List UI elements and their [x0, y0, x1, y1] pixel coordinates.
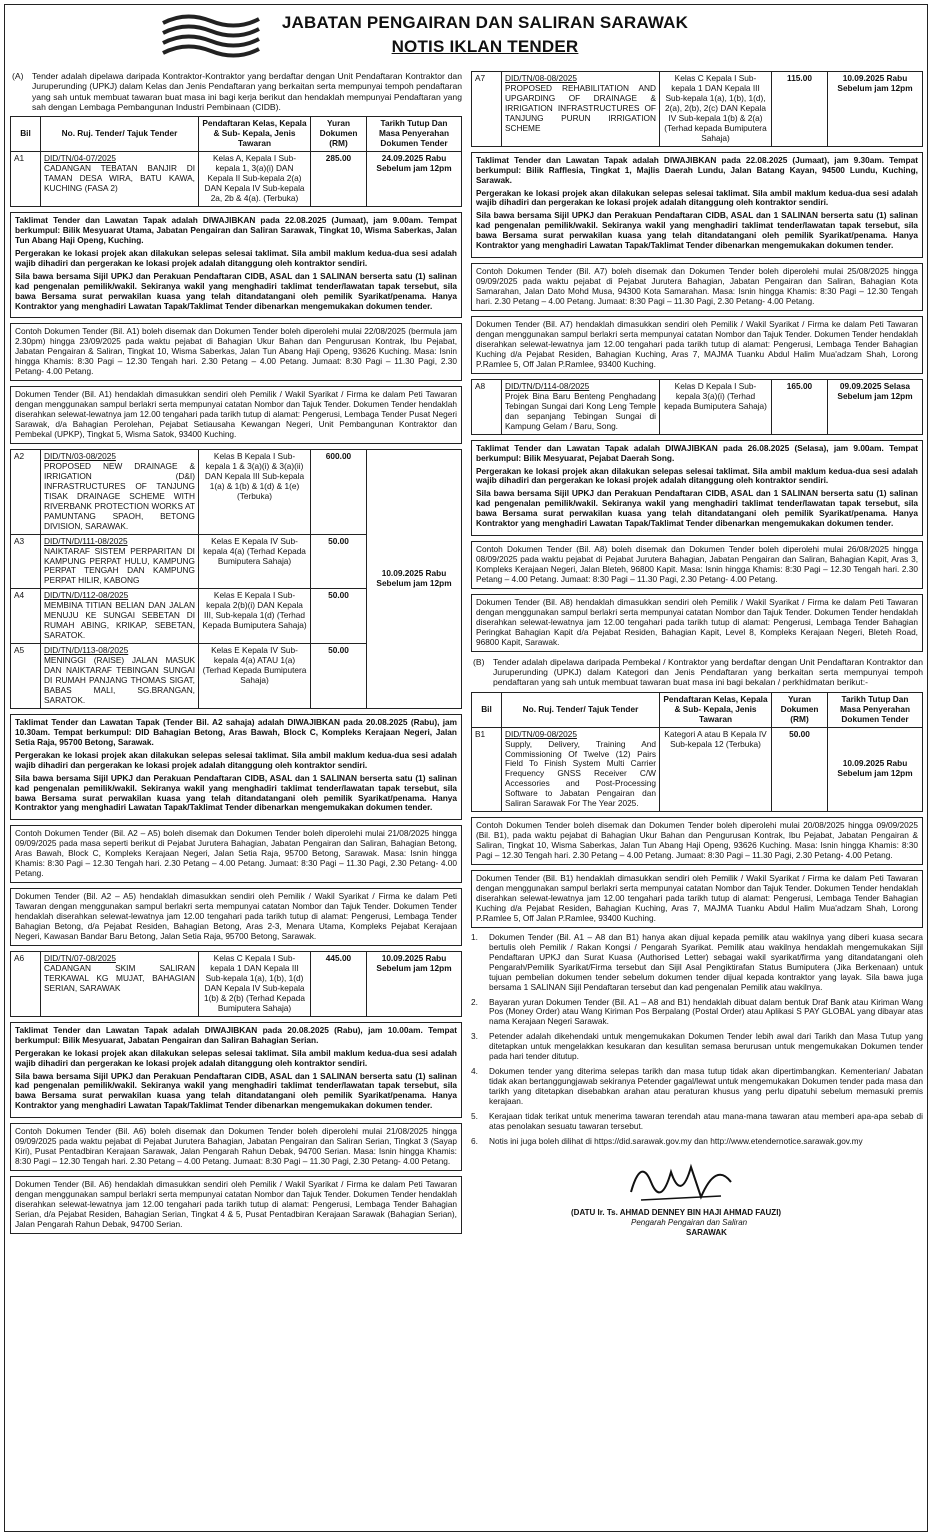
col-bil: Bil: [11, 117, 41, 152]
briefing-text: Taklimat Tender dan Lawatan Tapak adalah DIWAJIBKAN pada 22.08.2025 (Jumaat), jam 9.00am. Tempat berkumpul: Bilik Mesyuarat Utama, Jabatan Pengairan dan Saliran Sarawak, Tingkat 10, Wisma Saberkas, Jalan Tun Abang Haji Openg, Kuching.: [15, 214, 457, 245]
tender-notice-page: [4, 4, 928, 1532]
briefing-p2: Sila bawa bersama Sijil UPKJ dan Perakuan Pendaftaran CIDB, ASAL dan 1 SALINAN berserta satu (1) salinan kad pengenalan pemilik/wakil. Sekiranya wakil yang menghadiri taklimat tender/lawatan tapak tersebut, sila bawa Bersama surat perwakilan kuasa yang telah ditandatangani oleh pemilik Syarikat/penama. Hanya Kontraktor yang menghadiri Lawatan Tapak/Taklimat Tender dibenarkan mengemukakan dokumen tender.: [15, 270, 457, 311]
header: [5, 5, 927, 67]
kelas: Kelas C Kepala I Sub-kepala 1 DAN Kepala III Sub-kepala 1(a), 1(b), 1(d), 2(a), 2(b), 2(c) DAN Kepala IV Sub-kepala 1(b) & 2(a) (Terhad kepada Bumiputera Sahaja): [660, 72, 772, 147]
col-close: Tarikh Tutup Dan Masa Penyerahan Dokumen Tender: [367, 117, 462, 152]
left-column: [10, 71, 462, 1239]
bil: A2: [11, 449, 41, 534]
bil: A3: [11, 534, 41, 589]
ref-no: DID/TN/08-08/2025: [505, 73, 577, 83]
briefing-text: Taklimat Tender dan Lawatan Tapak adalah DIWAJIBKAN pada 20.08.2025 (Rabu), jam 10.00am. Tempat berkumpul: Bilik Mesyuarat, Jabatan Pengairan dan Saliran Bahagian Serian.: [15, 1024, 457, 1045]
briefing-p1: Pergerakan ke lokasi projek akan dilakukan selepas selesai taklimat. Sila ambil maklum kedua-dua sesi adalah wajib dihadiri dan pergerakan ke lokasi projek adalah ditanggung oleh kontraktor sendiri.: [476, 187, 918, 208]
ref-no: DID/TN/D/113-08/2025: [44, 645, 129, 656]
note-text: Kerajaan tidak terikat untuk menerima tawaran terendah atau mana-mana tawaran atau memberi apa-apa sebab di atas penolakan sesuatu tawaran tersebut.: [489, 1111, 923, 1131]
note-number: 6.: [471, 1135, 478, 1146]
right-column: [471, 71, 923, 1237]
ref-no: DID/TN/D/112-08/2025: [44, 590, 129, 601]
contoh-a2: Contoh Dokumen Tender (Bil. A2 – A5) boleh disemak dan Dokumen Tender boleh diperolehi mulai 21/08/2025 hingga 09/09/2025 pada masa seperti berikut di Pejabat Jurutera Bahagian, Jabatan Pengairan dan Saliran, Bahagian Betong, Aras Bawah, Block C, Kompleks Kerajaan Negeri, Jalan Setia Raja, 95700 Betong, Sarawak. Masa: Isnin hingga Khamis: 8:30 Pagi – 12.30 Tengah hari. 2.30 Petang – 4.00 Petang. Jumaat: 8:30 Pagi – 11.30 Pagi, 2.30 Petang- 4.00 Petang.: [10, 825, 462, 883]
submit-a6: Dokumen Tender (Bil. A6) hendaklah dimasukkan sendiri oleh Pemilik / Wakil Syarikat / Firma ke dalam Peti Tawaran dengan menggunakan sampul berlakri serta mempunyai catatan Nombor dan Tajuk Tender. Dokumen Tender hendaklah diserahkan selewat-lewatnya jam 12.00 tengahari pada tarikh tutup di alamat: Pengerusi, Lembaga Tender Bahagian Serian, d/a Pejabat Residen, Bahagian Serian, Tingkat 4 & 5, Pusat Pentadbiran Kerajaan Sarawak (Bahagian Serian), Jalan Pengarah Rahun Debak, 94700 Serian.: [10, 1176, 462, 1234]
briefing-p2: Sila bawa bersama Sijil UPKJ dan Perakuan Pendaftaran CIDB, ASAL dan 1 SALINAN berserta satu (1) salinan kad pengenalan pemilik/wakil. Sekiranya wakil yang menghadiri taklimat tender/lawatan tapak tersebut, sila bawa Bersama surat perwakilan kuasa yang telah ditandatangani oleh pemilik Syarikat/penama. Hanya Kontraktor yang menghadiri Lawatan Tapak/Taklimat Tender dibenarkan mengemukakan dokumen tender.: [476, 488, 918, 529]
section-a-label: (A): [12, 71, 24, 81]
close-date: 10.09.2025 Rabu Sebelum jam 12pm: [367, 951, 462, 1016]
list-item: [471, 998, 923, 1028]
submit-a2: Dokumen Tender (Bil. A2 – A5) hendaklah dimasukkan sendiri oleh Pemilik / Wakil Syarikat / Firma ke dalam Peti Tawaran dengan menggunakan sampul berlakri serta mempunyai catatan Nombor dan Tajuk Tender. Dokumen Tender hendaklah diserahkan selewat-lewatnya jam 12.00 tengahari pada tarikh tutup di alamat: Pengerusi, Lembaga Tender Bahagian Betong, d/a Pejabat Residen, Bahagian Betong, Aras 2-3, Menara Utama, Kompleks Pejabat Kerajaan Negeri, Kawasan Bandar Baru Betong, Jalan Setia Raja, 95700 Betong, Sarawak.: [10, 888, 462, 946]
fee: 165.00: [772, 379, 828, 434]
kelas: Kelas E Kepala IV Sub-kepala 4(a) ATAU 1(a) (Terhad Kepada Bumiputera Sahaja): [199, 644, 311, 709]
signature-icon: [621, 1152, 741, 1208]
notice-title: NOTIS IKLAN TENDER: [391, 37, 579, 56]
contoh-a1: Contoh Dokumen Tender (Bil. A1) boleh disemak dan Dokumen Tender boleh diperolehi mulai 22/08/2025 (bermula jam 2.30pm) hingga 23/09/2025 pada waktu pejabat di Bahagian Ukur Bahan dan Pengurusan Kontrak, Ibu Pejabat, Jabatan Pengairan & Saliran, Tingkat 10, Wisma Saberkas, Jalan Tun Abang Haji Openg, 93626 Kuching. Masa: Isnin hingga Khamis: 8:30 Pagi – 12.30 Tengah hari. 2.30 Petang – 4.00 Petang. Jumaat: 8:30 Pagi – 11.30 Pagi, 2.30 Petang- 4.00 Petang.: [10, 323, 462, 381]
briefing-p2: Sila bawa bersama Sijil UPKJ dan Perakuan Pendaftaran CIDB, ASAL dan 1 SALINAN berserta satu (1) salinan kad pengenalan pemilik/wakil. Sekiranya wakil yang menghadiri taklimat tender/lawatan tapak tersebut, sila bawa Bersama surat perwakilan kuasa yang telah ditandatangani oleh pemilik Syarikat/penama. Hanya Kontraktor yang menghadiri Lawatan Tapak/Taklimat Tender dibenarkan mengemukakan dokumen tender.: [15, 1070, 457, 1111]
col-kelas: Pendaftaran Kelas, Kepala & Sub- Kepala, Jenis Tawaran: [660, 692, 772, 727]
list-item: [471, 1032, 923, 1062]
close-date: 24.09.2025 Rabu Sebelum jam 12pm: [367, 152, 462, 207]
list-item: [471, 1112, 923, 1132]
list-item: [471, 1137, 923, 1147]
bil: A6: [11, 951, 41, 1016]
col-ref: No. Ruj. Tender/ Tajuk Tender: [41, 117, 199, 152]
tender-table-a6: [10, 951, 462, 1017]
tender-title: Projek Bina Baru Benteng Penghadang Tebingan Sungai dari Kong Leng Temple dan sepanjang Tebingan Sungai di Kampung Gelam / Baru, Song.: [505, 390, 656, 431]
briefing-a1: [10, 212, 462, 319]
table-row: [472, 379, 923, 434]
note-text: Petender adalah dikehendaki untuk mengemukakan Dokumen Tender lebih awal dari Tarikh dan Masa Tutup yang ditetapkan untuk mengelakkan kesukaran dan kesulitan semasa berurusan untuk mengemukakan Dokumen tender pada hari tender ditutup.: [489, 1031, 923, 1062]
bil: A5: [11, 644, 41, 709]
tender-table-a1: [10, 116, 462, 207]
table-row: [472, 727, 923, 812]
tender-title: MEMBINA TITIAN BELIAN DAN JALAN MENUJU KE SUNGAI SEBETAN DI RUMAH ABING, KRIKAP, SEBETAN, SARATOK.: [44, 600, 195, 641]
tender-title: PROPOSED REHABILITATION AND UPGARDING OF DRAINAGE & IRRIGATION INFRASTRUCTURES OF TANJUNG PURUN IRRIGATION SCHEME: [505, 82, 656, 133]
briefing-text: Taklimat Tender dan Lawatan Tapak (Tender Bil. A2 sahaja) adalah DIWAJIBKAN pada 20.08.2025 (Rabu), jam 10.30am. Tempat berkumpul: DID Bahagian Betong, Aras Bawah, Block C, Kompleks Kerajaan Negeri, Jalan Setia Raja, 95700 Betong, Sarawak.: [15, 716, 457, 747]
close-date: 09.09.2025 Selasa Sebelum jam 12pm: [828, 379, 923, 434]
table-row: [472, 72, 923, 147]
briefing-p1: Pergerakan ke lokasi projek akan dilakukan selepas selesai taklimat. Sila ambil maklum kedua-dua sesi adalah wajib dihadiri dan pergerakan ke lokasi projek adalah ditanggung oleh kontraktor sendiri.: [15, 247, 457, 268]
note-number: 2.: [471, 996, 478, 1007]
kelas: Kelas E Kepala I Sub-kepala 2(b)(i) DAN Kepala III, Sub-kepala 1(d) (Terhad Kepada Bumiputera Sahaja): [199, 589, 311, 644]
section-b-label: (B): [473, 656, 485, 667]
section-b-intro: [471, 657, 923, 688]
section-a-text: Tender adalah dipelawa daripada Kontraktor-Kontraktor yang berdaftar dengan Unit Pendaftaran Kontraktor dan Juruperunding (UPKJ) dalam Kelas dan Jenis Pendaftaran yang berkaitan serta mempunyai tempoh pendaftaran yang sah untuk membuat tawaran buat masa ini bagi kerja berikut dan hendaklah mempunyai Pendaftaran yang sah dengan Lembaga Pembangunan Industri Pembinaan (CIDB).: [32, 71, 462, 112]
kelas: Kelas B Kepala I Sub-kepala 1 & 3(a)(i) & 3(a)(ii) DAN Kepala III Sub-kepala 1(a) & 1(b) & 1(d) & 1(e) (Terbuka): [199, 449, 311, 534]
briefing-p1: Pergerakan ke lokasi projek akan dilakukan selepas selesai taklimat. Sila ambil maklum kedua-dua sesi adalah wajib dihadiri dan pergerakan ke lokasi projek adalah ditanggung oleh kontraktor sendiri.: [476, 465, 918, 486]
fee: 50.00: [311, 534, 367, 589]
col-bil: Bil: [472, 692, 502, 727]
col-kelas: Pendaftaran Kelas, Kepala & Sub- Kepala, Jenis Tawaran: [199, 117, 311, 152]
kelas: Kelas D Kepala I Sub-kepala 3(a)(i) (Terhad kepada Bumiputera Sahaja): [660, 379, 772, 434]
note-number: 4.: [471, 1066, 478, 1077]
table-row: [11, 449, 462, 534]
tender-table-a7: [471, 71, 923, 147]
briefing-text: Taklimat Tender dan Lawatan Tapak adalah DIWAJIBKAN pada 22.08.2025 (Jumaat), jam 9.30am. Tempat berkumpul: Bilik Rafflesia, Tingkat 1, Majlis Daerah Lundu, Jalan Batang Kayan, 94500 Lundu, Kuching, Sarawak.: [476, 154, 918, 185]
col-fee: Yuran Dokumen (RM): [311, 117, 367, 152]
kelas: Kategori A atau B Kepala IV Sub-kepala 12 (Terbuka): [660, 727, 772, 812]
bil: A1: [11, 152, 41, 207]
tender-title: MENINGGI (RAISE) JALAN MASUK DAN NAIKTARAF TEBINGAN SUNGAI DI RUMAH PANJANG THOMAS SIGAT, BABAS MALI, SG.BRANGAN, SARATOK.: [44, 655, 195, 705]
section-b-text: Tender adalah dipelawa daripada Pembekal / Kontraktor yang berdaftar dengan Unit Pendaftaran Kontraktor dan Juruperunding (UPKJ) dalam Kategori dan Jenis Pendaftaran yang berkaitan serta mempunyai tempoh pendaftaran yang sah untuk membuat tawaran buat masa ini bagi bekalan / perkhidmatan berikut:-: [493, 656, 923, 688]
list-item: [471, 933, 923, 993]
briefing-p2: Sila bawa bersama Sijil UPKJ dan Perakuan Pendaftaran CIDB, ASAL dan 1 SALINAN berserta satu (1) salinan kad pengenalan pemilik/wakil. Sekiranya wakil yang menghadiri taklimat tender/lawatan tapak tersebut, sila bawa Bersama surat perwakilan kuasa yang telah ditandatangani oleh pemilik Syarikat/penama. Hanya Kontraktor yang menghadiri Lawatan Tapak/Taklimat Tender dibenarkan mengemukakan dokumen tender.: [15, 772, 457, 813]
jps-wave-logo-icon: [161, 9, 261, 63]
table-header-row: [11, 117, 462, 152]
briefing-a6: [10, 1022, 462, 1119]
bil: A4: [11, 589, 41, 644]
close-date: 10.09.2025 Rabu Sebelum jam 12pm: [828, 727, 923, 812]
ref-no: DID/TN/03-08/2025: [44, 450, 116, 461]
briefing-a8: [471, 440, 923, 537]
bil: A8: [472, 379, 502, 434]
fee: 115.00: [772, 72, 828, 147]
briefing-a2: [10, 714, 462, 821]
table-row: [11, 152, 462, 207]
bil: A7: [472, 72, 502, 147]
signatory-name: (DATU Ir. Ts. AHMAD DENNEY BIN HAJI AHMAD FAUZI): [571, 1207, 782, 1217]
submit-a8: Dokumen Tender (Bil. A8) hendaklah dimasukkan sendiri oleh Pemilik / Wakil Syarikat / Firma ke dalam Peti Tawaran dengan menggunakan sampul berlakri serta mempunyai catatan Nombor dan Tajuk Tender. Dokumen Tender hendaklah diserahkan selewat-lewatnya jam 12.00 tengahari pada tarikh tutup di alamat: Pengerusi, Lembaga Tender Bahagian Peringkat Bahagian Kapit d/a Pejabat Residen, Bahagian Kapit, Level 8, Kompleks Kerajaan Negeri, Bleteh Road, 96800 Kapit, Sarawak.: [471, 594, 923, 652]
signatory-position: Pengarah Pengairan dan Saliran: [631, 1217, 748, 1227]
list-item: [471, 1067, 923, 1107]
tender-table-a2-a5: [10, 449, 462, 709]
ref-no: DID/TN/09-08/2025: [505, 728, 577, 739]
bil: B1: [472, 727, 502, 812]
fee: 445.00: [311, 951, 367, 1016]
fee: 50.00: [311, 644, 367, 709]
briefing-p1: Pergerakan ke lokasi projek akan dilakukan selepas selesai taklimat. Sila ambil maklum kedua-dua sesi adalah wajib dihadiri dan pergerakan ke lokasi projek adalah ditanggung oleh kontraktor sendiri.: [15, 1047, 457, 1068]
briefing-p1: Pergerakan ke lokasi projek akan dilakukan selepas selesai taklimat. Sila ambil maklum kedua-dua sesi adalah wajib dihadiri dan pergerakan ke lokasi projek adalah ditanggung oleh kontraktor sendiri.: [15, 749, 457, 770]
ref-no: DID/TN/07-08/2025: [44, 952, 116, 963]
briefing-text: Taklimat Tender dan Lawatan Tapak adalah DIWAJIBKAN pada 26.08.2025 (Selasa), jam 9.00am. Tempat berkumpul: Bilik Mesyuarat, Pejabat Daerah Song.: [476, 442, 918, 463]
contoh-a8: Contoh Dokumen Tender (Bil. A8) boleh disemak dan Dokumen Tender boleh diperolehi mulai 26/08/2025 hingga 08/09/2025 pada waktu pejabat di Pejabat Jurutera Bahagian, Jabatan Pengairan dan Saliran, Bahagian Kapit, Aras 3, Kompleks Kerajaan Negeri, Jalan Bleteh, 96800 Kapit. Masa: Isnin hingga Khamis: 8:30 Pagi – 12.30 Tengah hari. 2.30 Petang – 4.00 Petang. Jumaat: 8:30 Pagi – 11.30 Pagi, 2.30 Petang- 4.00 Petang.: [471, 541, 923, 589]
table-row: [11, 951, 462, 1016]
note-text: Notis ini juga boleh dilihat di https://did.sarawak.gov.my dan http://www.etendernotice.sarawak.gov.my: [489, 1135, 863, 1146]
department-title: JABATAN PENGAIRAN DAN SALIRAN SARAWAK: [281, 13, 689, 32]
signatory-state: SARAWAK: [686, 1227, 727, 1237]
tender-title: PROPOSED NEW DRAINAGE & IRRIGATION (D&I) INFRASTRUCTURES OF TANJUNG TISAK DRAINAGE SCHEME WITH RIVERBANK PROTECTION WORKS AT PAMUNTANG SPAOH, BETONG DIVISION, SARAWAK.: [44, 460, 195, 531]
col-fee: Yuran Dokumen (RM): [772, 692, 828, 727]
close-date: 10.09.2025 Rabu Sebelum jam 12pm: [828, 72, 923, 147]
fee: 50.00: [311, 589, 367, 644]
briefing-a7: [471, 152, 923, 259]
note-number: 1.: [471, 931, 478, 942]
signature-block: [471, 1152, 923, 1237]
kelas: Kelas C Kepala I Sub-kepala 1 DAN Kepala III Sub-kepala 1(a), 1(b), 1(d) DAN Kepala IV Sub-kepala 1(b) & 2(b) (Terhad Kepada Bumiputera Sahaja): [199, 951, 311, 1016]
close-date: 10.09.2025 Rabu Sebelum jam 12pm: [367, 449, 462, 708]
contoh-a6: Contoh Dokumen Tender (Bil. A6) boleh disemak dan Dokumen Tender boleh diperolehi mulai 21/08/2025 hingga 09/09/2025 pada waktu pejabat di Pejabat Jurutera Bahagian, Jabatan Pengairan dan Saliran Serian, Tingkat 3 (Sayap Kiri), Pusat Pentadbiran Kerajaan Sarawak, Jalan Pengarah Rahun Debak, 94700 Serian. Masa: Isnin hingga Khamis: 8:30 Pagi – 12.30 Tengah hari. 2.30 Petang – 4.00 Petang. Jumaat: 8:30 Pagi – 11.30 Pagi, 2.30 Petang- 4.00 Petang.: [10, 1123, 462, 1171]
tender-table-b1: [471, 692, 923, 812]
briefing-p2: Sila bawa bersama Sijil UPKJ dan Perakuan Pendaftaran CIDB, ASAL dan 1 SALINAN berserta satu (1) salinan kad pengenalan pemilik/wakil. Sekiranya wakil yang menghadiri taklimat tender/lawatan tapak tersebut, sila bawa Bersama surat perwakilan kuasa yang telah ditandatangani oleh pemilik Syarikat/penama. Hanya Kontraktor yang menghadiri Lawatan Tapak/Taklimat Tender dibenarkan mengemukakan dokumen tender.: [476, 210, 918, 251]
note-text: Bayaran yuran Dokumen Tender (Bil. A1 – A8 and B1) hendaklah dibuat dalam bentuk Draf Bank atau Kiriman Wang Pos (Money Order) atau Wang Kiriman Pos Berpalang (Postal Order) atau Aplikasi S PAY GLOBAL yang dibayar atas nama Kerajaan Negeri Sarawak.: [489, 996, 923, 1027]
fee: 600.00: [311, 449, 367, 534]
col-ref: No. Ruj. Tender/ Tajuk Tender: [502, 692, 660, 727]
section-a-intro: [10, 71, 462, 112]
kelas: Kelas A, Kepala I Sub-kepala 1, 3(a)(i) DAN Kepala II Sub-kepala 2(a) DAN Kepala IV Sub-kepala 2a, 2b & 4(a). (Terbuka): [199, 152, 311, 207]
tender-title: Supply, Delivery, Training And Commissioning Of Twelve (12) Pairs Field To Finish System Multi Carrier Frequency GNSS Receiver C/W Accessories and Post-Processing Software to Jabatan Pengairan dan Saliran Sarawak For The Year 2025.: [505, 738, 656, 809]
notes-list: [471, 933, 923, 1147]
ref-no: DID/TN/04-07/2025: [44, 153, 116, 164]
col-close: Tarikh Tutup Dan Masa Penyerahan Dokumen Tender: [828, 692, 923, 727]
fee: 285.00: [311, 152, 367, 207]
table-header-row: [472, 692, 923, 727]
tender-title: CADANGAN TEBATAN BANJIR DI TAMAN DESA WIRA, BATU KAWA, KUCHING (FASA 2): [44, 163, 195, 193]
fee: 50.00: [772, 727, 828, 812]
note-text: Dokumen Tender (Bil. A1 – A8 dan B1) hanya akan dijual kepada pemilik atau wakilnya yang diberi kuasa secara bertulis oleh Pemilik / Rakan Kongsi / Pengarah Syarikat. Pemilik atau wakilnya hendaklah mengemukakan Sijil Pendaftaran UPKJ dan Surat Kuasa (Authorised Letter) sebagai wakil syarikat/firma yang ditandatangani oleh Pengarah/Pemilik Syarikat/Firma tersebut dan Sijil Asal Pengiktirafan Status Bumiputera (Jika Berkenaan) untuk tujuan pembelian dokumen tender sebelum dokumen tender dijual kepada kontraktor yang layak. Sila bawa juga bersama 1 SALINAN Sijil Pendaftaran tersebut dan kad pengenalan Pemilik atau wakilnya.: [489, 931, 923, 992]
note-text: Dokumen tender yang diterima selepas tarikh dan masa tutup tidak akan dipertimbangkan. Kementerian/ Jabatan tidak akan bertanggungjawab sekiranya Petender gagal/lewat untuk mengemukakan Dokumen tender pada masa dan tarikh yang ditetapkan disebabkan arahan atau peraturan khusus yang perlu dipatuhi sebelum memasuki premis kerajaan.: [489, 1066, 923, 1107]
tender-table-a8: [471, 379, 923, 435]
submit-a7: Dokumen Tender (Bil. A7) hendaklah dimasukkan sendiri oleh Pemilik / Wakil Syarikat / Firma ke dalam Peti Tawaran dengan menggunakan sampul berlakri serta mempunyai catatan Nombor dan Tajuk Tender. Dokumen Tender hendaklah diserahkan selewat-lewatnya jam 12.00 tengahari pada tarikh tutup di alamat: Pengerusi, Lembaga Tender Bahagian Kuching d/a Pejabat Residen, Bahagian Kuching, Aras 7, MAJMA Tuanku Abdul Halim Mua'adzam Shah, Lorong P.Ramlee 5, Off Jalan P.Ramlee, 93400 Kuching.: [471, 316, 923, 374]
ref-no: DID/TN/D/111-08/2025: [44, 535, 128, 546]
note-number: 3.: [471, 1031, 478, 1042]
tender-title: NAIKTARAF SISTEM PERPARITAN DI KAMPUNG PERPAT HULU, KAMPUNG PERPAT TENGAH DAN KAMPUNG PERPAT HILIR, KABONG: [44, 545, 195, 586]
ref-no: DID/TN/D/114-08/2025: [505, 380, 590, 391]
kelas: Kelas E Kepala IV Sub-kepala 4(a) (Terhad Kepada Bumiputera Sahaja): [199, 534, 311, 589]
tender-title: CADANGAN SKIM SALIRAN TERKAWAL KG MUJAT, BAHAGIAN SERIAN, SARAWAK: [44, 962, 195, 993]
contoh-b1: Contoh Dokumen Tender boleh disemak dan Dokumen Tender boleh diperolehi mulai 20/08/2025 hingga 09/09/2025 (Bil. B1), pada waktu pejabat di Bahagian Ukur Bahan dan Pengurusan Kontrak, Ibu Pejabat, Jabatan Pengairan & Saliran, Tingkat 10, Wisma Saberkas, Jalan Tun Abang Haji Openg, 93626 Kuching. Masa: Isnin hingga Khamis: 8:30 Pagi – 12.30 Tengah hari. 2.30 Petang – 4.00 Petang. Jumaat: 8:30 Pagi – 11.30 Pagi, 2.30 Petang- 4.00 Petang.: [471, 817, 923, 865]
note-number: 5.: [471, 1111, 478, 1122]
submit-a1: Dokumen Tender (Bil. A1) hendaklah dimasukkan sendiri oleh Pemilik / Wakil Syarikat / Firma ke dalam Peti Tawaran dengan menggunakan sampul berlakri serta mempunyai catatan Nombor dan Tajuk Tender. Dokumen Tender hendaklah diserahkan selewat-lewatnya jam 12.00 tengahari pada tarikh tutup di alamat: Pengerusi, Lembaga Tender Pusat Negeri Sarawak, d/a Bahagian Perolehan, Pejabat Setiausaha Kewangan Negeri, Unit Pembangunan Kontraktor dan Pembekal (UPKP), Tingkat 5, Wisma Satok, 93400 Kuching.: [10, 386, 462, 444]
submit-b1: Dokumen Tender (Bil. B1) hendaklah dimasukkan sendiri oleh Pemilik / Wakil Syarikat / Firma ke dalam Peti Tawaran dengan menggunakan sampul berlakri serta mempunyai catatan Nombor dan Tajuk Tender. Dokumen Tender hendaklah diserahkan selewat-lewatnya jam 12.00 tengahari pada tarikh tutup di alamat: Pengerusi, Lembaga Tender Bahagian Kuching d/a Pejabat Residen, Bahagian Kuching, Aras 7, MAJMA Tuanku Abdul Halim Mua'adzam Shah, Lorong P.Ramlee 5, Off Jalan P.Ramlee, 93400 Kuching.: [471, 870, 923, 928]
contoh-a7: Contoh Dokumen Tender (Bil. A7) boleh disemak dan Dokumen Tender boleh diperolehi mulai 25/08/2025 hingga 09/09/2025 pada waktu pejabat di Pejabat Jurutera Bahagian, Jabatan Pengairan dan Saliran, Bahagian Kota Samarahan, Jalan Dato Mohd Musa, 94300 Kota Samarahan. Masa: Isnin hingga Khamis: 8:30 Pagi – 12.30 Tengah hari. 2.30 Petang – 4.00 Petang. Jumaat: 8:30 Pagi – 11.30 Pagi, 2.30 Petang- 4.00 Petang.: [471, 263, 923, 311]
